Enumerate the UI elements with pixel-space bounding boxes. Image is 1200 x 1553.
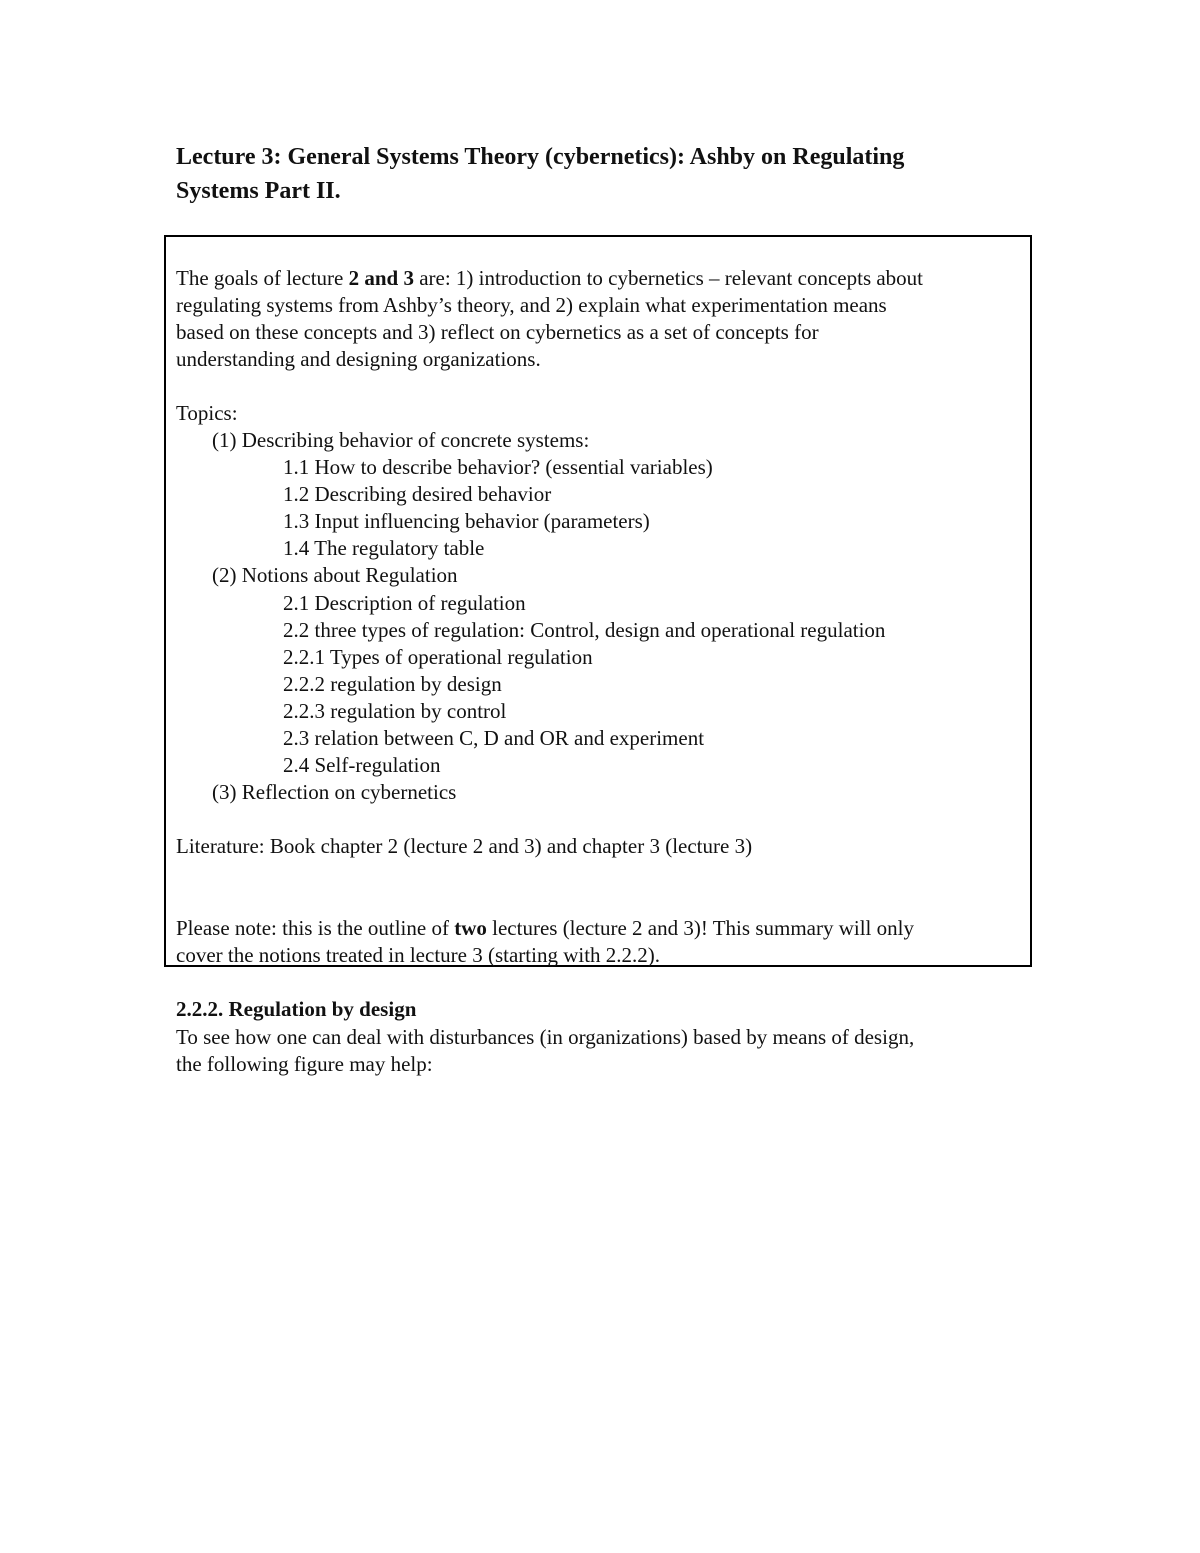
topic-item: 2.4 Self-regulation	[283, 753, 441, 777]
goals-line-3: based on these concepts and 3) reflect on cybernetics as a set of concepts for	[176, 320, 819, 344]
paragraph-line-1: To see how one can deal with disturbances (in organizations) based by means of design,	[176, 1025, 915, 1049]
section-heading: 2.2.2. Regulation by design	[176, 997, 417, 1021]
title-line-2: Systems Part II.	[176, 178, 341, 204]
topic-item: 2.2 three types of regulation: Control, design and operational regulation	[283, 618, 886, 642]
goals-line-2: regulating systems from Ashby’s theory, and 2) explain what experimentation means	[176, 293, 887, 317]
note-bold-two: two	[454, 916, 487, 940]
topic-item: (3) Reflection on cybernetics	[212, 780, 457, 804]
note-line-1	[176, 915, 914, 942]
topic-item: (2) Notions about Regulation	[212, 563, 458, 587]
note-line-2: cover the notions treated in lecture 3 (starting with 2.2.2).	[176, 943, 661, 967]
topic-item: 2.2.3 regulation by control	[283, 699, 507, 723]
topic-item: 1.1 How to describe behavior? (essential variables)	[283, 455, 713, 479]
paragraph-line-2: the following figure may help:	[176, 1052, 433, 1076]
topics-label: Topics:	[176, 401, 238, 425]
goals-text-cont: are: 1) introduction to cybernetics – relevant concepts about	[413, 266, 924, 290]
goals-text: The goals of lecture	[176, 266, 349, 290]
page-title	[176, 140, 1036, 208]
topic-item: 2.3 relation between C, D and OR and experiment	[283, 726, 705, 750]
topic-item: 1.2 Describing desired behavior	[283, 482, 552, 506]
topic-item: (1) Describing behavior of concrete systems:	[212, 428, 590, 452]
title-line-1: Lecture 3: General Systems Theory (cybernetics): Ashby on Regulating	[176, 144, 905, 170]
topic-item: 2.2.1 Types of operational regulation	[283, 645, 593, 669]
goals-line-4: understanding and designing organizations.	[176, 347, 541, 371]
note-text: Please note: this is the outline of	[176, 916, 455, 940]
topic-item: 2.2.2 regulation by design	[283, 672, 502, 696]
topic-item: 1.4 The regulatory table	[283, 536, 485, 560]
goals-bold-lectures: 2 and 3	[348, 266, 414, 290]
literature-line: Literature: Book chapter 2 (lecture 2 and 3) and chapter 3 (lecture 3)	[176, 834, 753, 858]
topic-item: 1.3 Input influencing behavior (parameters)	[283, 509, 650, 533]
goals-line-1	[176, 265, 923, 292]
topic-item: 2.1 Description of regulation	[283, 591, 526, 615]
note-text-cont: lectures (lecture 2 and 3)! This summary will only	[486, 916, 914, 940]
